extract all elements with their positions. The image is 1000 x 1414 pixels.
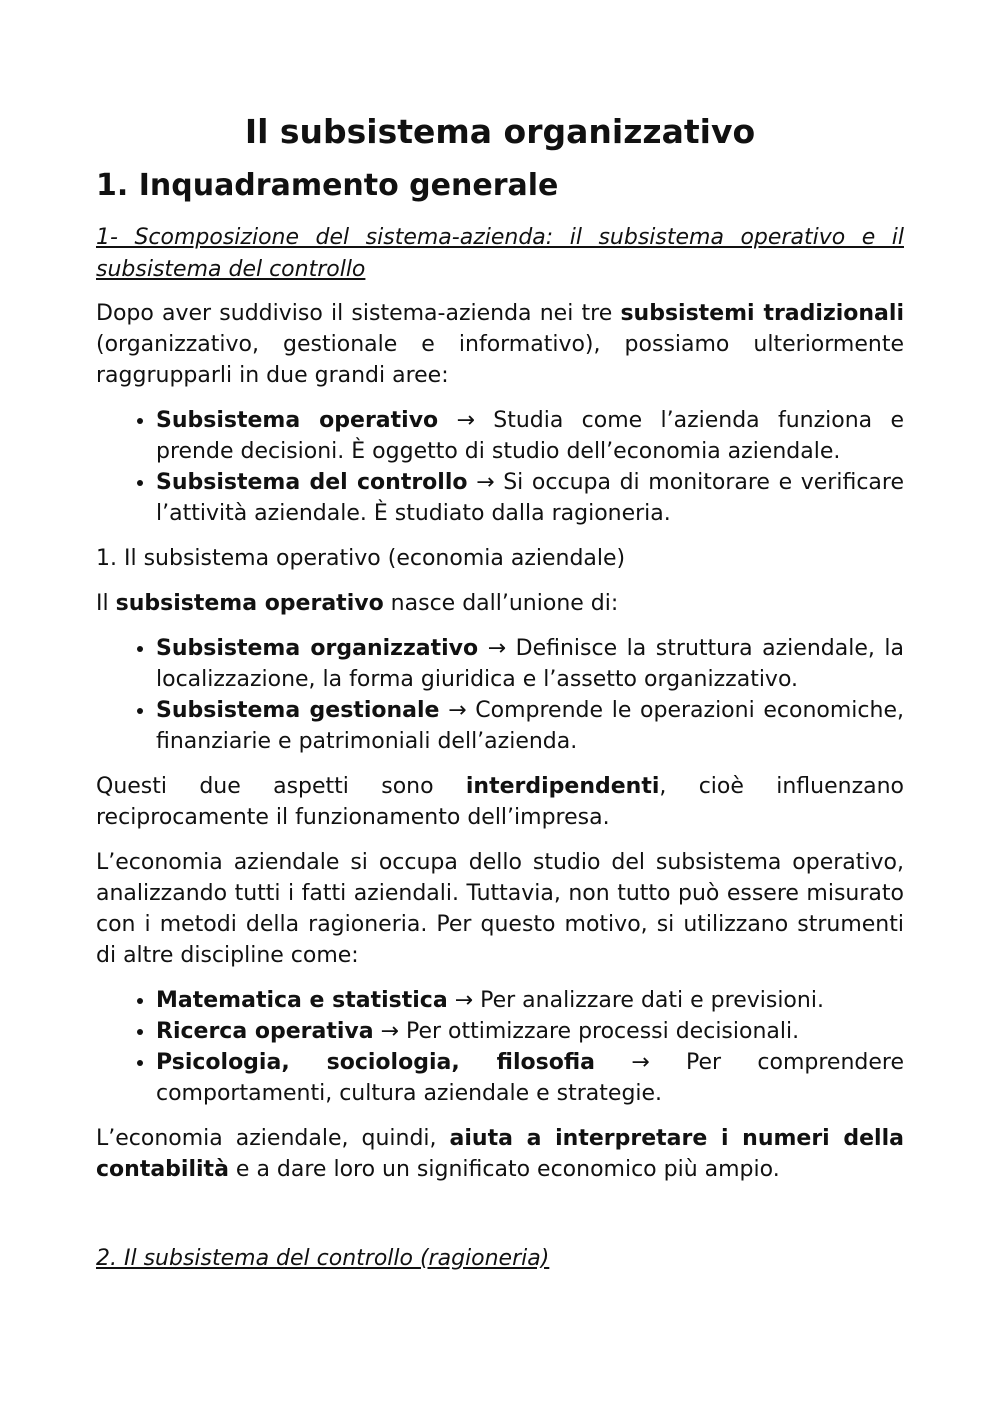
subheading-controllo: 2. Il subsistema del controllo (ragioneria) [96, 1245, 550, 1271]
components-list [96, 633, 904, 757]
areas-list [96, 405, 904, 529]
list-item-gestionale [156, 695, 904, 757]
conclusion-paragraph [96, 1123, 904, 1185]
list-item-term: Matematica e statistica [156, 987, 448, 1013]
list-item-subsistema-operativo [156, 405, 904, 467]
union-text-start: Il [96, 590, 116, 616]
list-item-ricerca [156, 1016, 904, 1047]
intro-bold: subsistemi tradizionali [620, 300, 904, 326]
list-item-term: Subsistema operativo [156, 407, 439, 433]
list-item-matematica [156, 985, 904, 1016]
union-text-end: nasce dall’unione di: [383, 590, 619, 616]
interdep-text-end: , cioè influenzano reciprocamente il funzionamento dell’impresa. [96, 773, 905, 830]
list-item-term: Ricerca operativa [156, 1018, 374, 1044]
list-item-text: → Comprende le operazioni economiche, finanziarie e patrimoniali dell’azienda. [156, 697, 904, 754]
intro-text-end: (organizzativo, gestionale e informativo), possiamo ulteriormente raggrupparli in due grandi aree: [96, 331, 904, 388]
list-item-term: Subsistema organizzativo [156, 635, 479, 661]
interdep-text-start: Questi due aspetti sono [96, 773, 466, 799]
list-item-term: Psicologia, sociologia, filosofia [156, 1049, 595, 1075]
list-item-organizzativo [156, 633, 904, 695]
economics-paragraph: L’economia aziendale si occupa dello studio del subsistema operativo, analizzando tutti i fatti aziendali. Tuttavia, non tutto può essere misurato con i metodi della ragioneria. Per questo motivo, si utilizzano strumenti di altre discipline come: [96, 849, 904, 968]
union-paragraph [96, 588, 904, 619]
list-item-text: → Studia come l’azienda funziona e prende decisioni. È oggetto di studio dell’economia aziendale. [156, 407, 905, 464]
disciplines-list [96, 985, 904, 1109]
conclusion-text-end: e a dare loro un significato economico più ampio. [228, 1156, 780, 1182]
list-item-subsistema-controllo [156, 467, 904, 529]
list-item-text: → Per comprendere comportamenti, cultura aziendale e strategie. [156, 1049, 904, 1106]
document-page [96, 112, 904, 1287]
list-item-text: → Per ottimizzare processi decisionali. [373, 1018, 800, 1044]
interdep-bold: interdipendenti [465, 773, 660, 799]
intro-text-start: Dopo aver suddiviso il sistema-azienda nei tre [96, 300, 621, 326]
intro-paragraph [96, 298, 904, 391]
list-item-term: Subsistema gestionale [156, 697, 440, 723]
conclusion-text-start: L’economia aziendale, quindi, [96, 1125, 450, 1151]
document-title: Il subsistema organizzativo [244, 112, 756, 151]
list-item-text: → Si occupa di monitorare e verificare l’attività aziendale. È studiato dalla ragioneria. [156, 469, 904, 526]
list-item-term: Subsistema del controllo [156, 469, 468, 495]
list-item-text: → Definisce la struttura aziendale, la localizzazione, la forma giuridica e l’assetto organizzativo. [156, 635, 904, 692]
list-item-text: → Per analizzare dati e previsioni. [447, 987, 824, 1013]
conclusion-bold: aiuta a interpretare i numeri della contabilità [96, 1125, 904, 1182]
interdependence-paragraph [96, 771, 904, 833]
operative-heading: 1. Il subsistema operativo (economia aziendale) [96, 545, 626, 571]
subheading-scomposizione: 1- Scomposizione del sistema-azienda: il subsistema operativo e il subsistema del controllo [96, 224, 904, 282]
list-item-psicologia [156, 1047, 904, 1109]
heading-inquadramento: 1. Inquadramento generale [96, 167, 559, 203]
union-bold: subsistema operativo [115, 590, 384, 616]
